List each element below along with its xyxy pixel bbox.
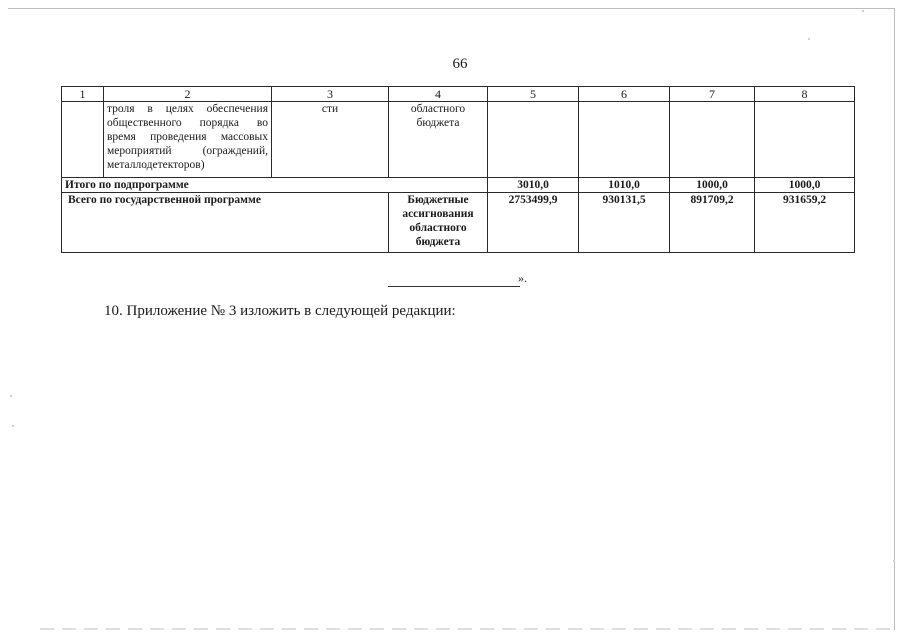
table-row-subtotal	[62, 178, 855, 193]
scan-speck	[12, 425, 14, 427]
scan-edge-noise	[40, 628, 890, 630]
table-row-total	[62, 193, 855, 253]
scan-speck	[10, 395, 12, 397]
scan-speck	[862, 10, 864, 12]
table-row-continuation	[62, 102, 855, 178]
table-cell	[62, 102, 104, 178]
total-value-6: 930131,5	[579, 193, 670, 253]
budget-table	[61, 86, 855, 253]
header-cell: 4	[389, 87, 488, 102]
underline-rule	[388, 278, 520, 287]
subtotal-value-6: 1010,0	[579, 178, 670, 193]
executor-cell: сти	[272, 102, 389, 178]
total-value-5: 2753499,9	[488, 193, 579, 253]
subtotal-label: Итого по подпрограмме	[62, 178, 488, 193]
total-value-7: 891709,2	[670, 193, 755, 253]
total-label: Всего по государственной программе	[62, 193, 389, 253]
closing-quote: ».	[518, 271, 527, 285]
header-cell: 3	[272, 87, 389, 102]
header-cell: 7	[670, 87, 755, 102]
subtotal-value-5: 3010,0	[488, 178, 579, 193]
measure-description-cell: троля в целях обеспечения общественного порядка во время проведения массовых мероприятий (ограждений, металлодетекторов)	[104, 102, 272, 178]
subtotal-value-7: 1000,0	[670, 178, 755, 193]
table-cell	[488, 102, 579, 178]
scan-speck	[808, 38, 810, 40]
header-cell: 2	[104, 87, 272, 102]
header-cell: 6	[579, 87, 670, 102]
table-header-row	[62, 87, 855, 102]
total-funding-source: Бюджетные ассигнования областного бюджета	[389, 193, 488, 253]
subtotal-value-8: 1000,0	[755, 178, 855, 193]
page-number: 66	[452, 56, 468, 72]
scan-speck	[893, 560, 895, 562]
table-cell	[579, 102, 670, 178]
funding-source-cell: областного бюджета	[389, 102, 488, 178]
header-cell: 8	[755, 87, 855, 102]
header-cell: 1	[62, 87, 104, 102]
table-cell	[755, 102, 855, 178]
paragraph-text: 10. Приложение № 3 изложить в следующей редакции:	[104, 303, 456, 319]
total-value-8: 931659,2	[755, 193, 855, 253]
table-cell	[670, 102, 755, 178]
header-cell: 5	[488, 87, 579, 102]
